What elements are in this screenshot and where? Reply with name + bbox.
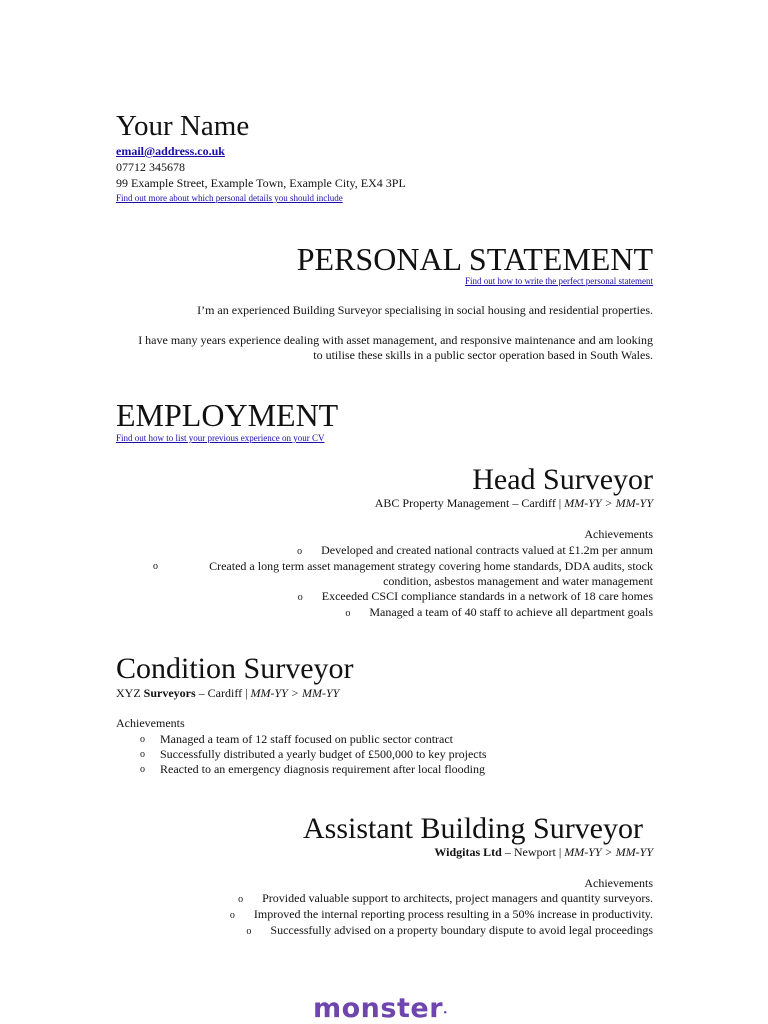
achievements-label: Achievements	[584, 876, 653, 890]
achievement-text: Provided valuable support to architects, project managers and quantity surveyors.	[262, 891, 653, 905]
achievements-label: Achievements	[584, 527, 653, 541]
achievement-text: Developed and created national contracts valued at £1.2m per annum	[321, 543, 653, 557]
job-title: Head Surveyor	[472, 463, 653, 496]
company-name: XYZ	[116, 686, 144, 700]
phone-number: 07712 345678	[116, 160, 185, 174]
list-item	[123, 605, 653, 621]
achievements-list	[123, 891, 653, 939]
achievement-text: Managed a team of 12 staff focused on public sector contract	[160, 732, 454, 746]
monster-logo	[313, 994, 448, 1024]
achievements-list	[140, 732, 640, 777]
bullet-icon: o	[345, 608, 351, 619]
job-meta	[434, 845, 653, 860]
logo-mark: •	[443, 1009, 448, 1017]
list-item	[123, 891, 653, 907]
job-location: – Cardiff |	[509, 496, 565, 510]
achievements-label: Achievements	[116, 716, 185, 730]
logo-text: monster	[313, 993, 444, 1024]
job-dates: MM-YY > MM-YY	[250, 686, 340, 700]
bullet-icon: o	[238, 894, 244, 905]
job-title: Condition Surveyor	[116, 652, 354, 685]
employment-heading: EMPLOYMENT	[116, 397, 339, 433]
email-link[interactable]: email@address.co.uk	[116, 144, 225, 158]
achievement-text: Improved the internal reporting process resulting in a 50% increase in productivity.	[253, 907, 653, 921]
personal-details-link[interactable]: Find out more about which personal details you should include	[116, 193, 343, 203]
list-item	[140, 762, 640, 777]
achievement-text: Successfully distributed a yearly budget of £500,000 to key projects	[160, 747, 487, 761]
achievement-text: Reacted to an emergency diagnosis requirement after local flooding	[160, 762, 485, 776]
bullet-icon: o	[140, 749, 145, 760]
company-name: ABC Property Management	[374, 496, 510, 510]
bullet-icon: o	[229, 910, 235, 921]
personal-statement-paragraph: I’m an experienced Building Surveyor specialising in social housing and residential properties.	[197, 303, 653, 317]
address: 99 Example Street, Example Town, Example City, EX4 3PL	[116, 176, 406, 190]
job-location: – Newport |	[501, 845, 565, 859]
bullet-icon: o	[153, 561, 158, 572]
achievement-text: Exceeded CSCI compliance standards in a network of 18 care homes	[321, 589, 653, 603]
candidate-name: Your Name	[116, 110, 250, 142]
achievement-text: Managed a team of 40 staff to achieve all department goals	[369, 605, 653, 619]
list-item	[123, 907, 653, 923]
list-item	[140, 747, 640, 762]
personal-statement-paragraph: I have many years experience dealing with asset management, and responsive maintenance and am looking to utilise these skills in a public sector operation based in South Wales.	[138, 333, 653, 362]
list-item	[140, 732, 640, 747]
achievement-text: Successfully advised on a property boundary dispute to avoid legal proceedings	[270, 923, 653, 937]
achievement-text: Created a long term asset management strategy covering home standards, DDA audits, stock condition, asbestos management and water management	[209, 559, 653, 588]
list-item	[123, 589, 653, 605]
bullet-icon: o	[297, 592, 303, 603]
bullet-icon: o	[297, 546, 303, 557]
bullet-icon: o	[246, 926, 252, 937]
list-item	[123, 543, 653, 559]
job-meta	[375, 496, 653, 511]
achievements-list	[123, 543, 653, 621]
job-meta	[116, 686, 339, 701]
bullet-icon: o	[140, 764, 145, 775]
company-name-bold: Surveyors	[143, 686, 196, 700]
job-title: Assistant Building Surveyor	[302, 812, 643, 845]
job-dates: MM-YY > MM-YY	[564, 496, 653, 510]
bullet-icon: o	[140, 734, 145, 745]
job-location: – Cardiff |	[195, 686, 251, 700]
company-name-bold: Widgitas Ltd	[434, 845, 502, 859]
list-item	[123, 559, 653, 589]
job-dates: MM-YY > MM-YY	[564, 845, 653, 859]
list-item	[123, 923, 653, 939]
personal-statement-link[interactable]: Find out how to write the perfect personal statement	[465, 276, 653, 286]
personal-statement-heading: PERSONAL STATEMENT	[296, 241, 653, 277]
employment-link[interactable]: Find out how to list your previous experience on your CV	[116, 433, 325, 443]
